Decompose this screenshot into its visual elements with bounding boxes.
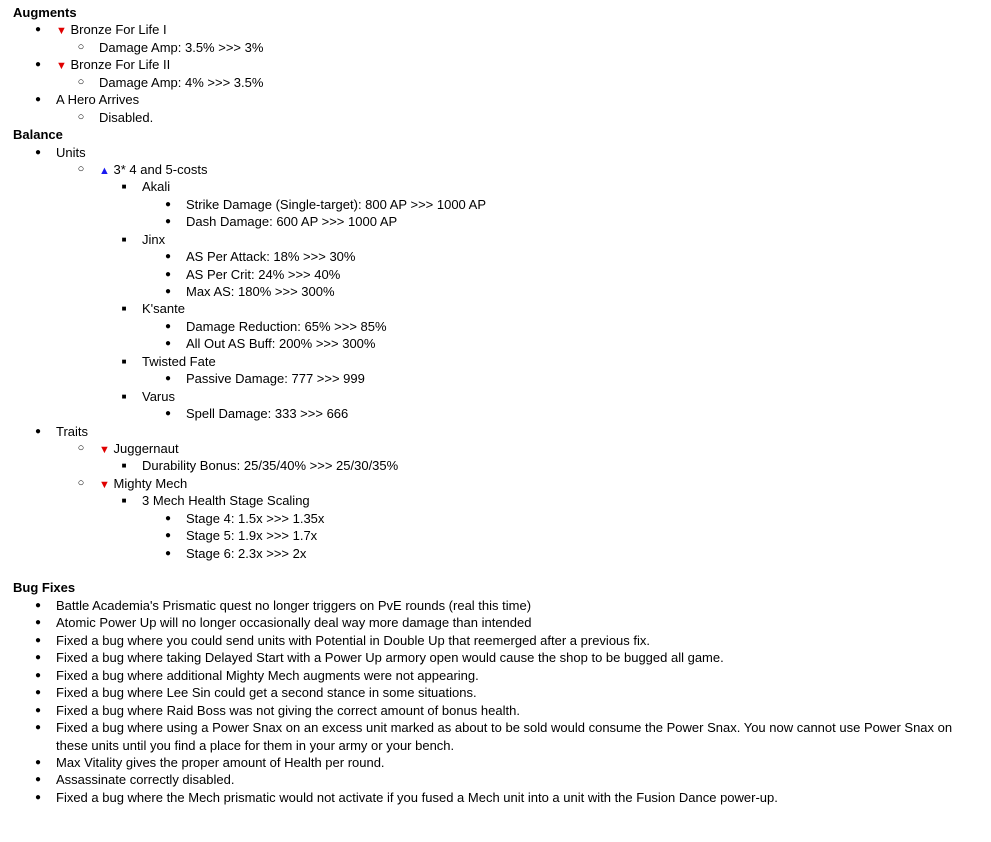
stage-scaling-item (0, 527, 991, 544)
augment-item (0, 91, 991, 108)
bullet-circle-icon: ○ (77, 162, 85, 175)
bullet-disc-icon: ● (34, 774, 42, 786)
champion-change-text: Passive Damage: 777 >>> 999 (186, 371, 365, 387)
bullet-square-icon: ■ (121, 496, 127, 506)
bullet-disc-icon: ● (34, 791, 42, 803)
augment-change-text: Damage Amp: 4% >>> 3.5% (99, 74, 264, 90)
stage-scaling-text: Stage 5: 1.9x >>> 1.7x (186, 528, 318, 544)
bug-fix-text: Fixed a bug where Raid Boss was not giving the correct amount of bonus health. (56, 702, 520, 718)
champion-change-text: AS Per Crit: 24% >>> 40% (186, 266, 341, 282)
bullet-square-icon: ■ (121, 182, 127, 192)
up-arrow-icon: ▲ (99, 164, 110, 177)
champion-change (0, 266, 991, 283)
bug-fixes-heading: Bug Fixes (13, 580, 76, 596)
bug-fix-item (0, 667, 991, 684)
stage-scaling-item (0, 510, 991, 527)
stage-scaling-text: Stage 6: 2.3x >>> 2x (186, 545, 307, 561)
champion-item (0, 231, 991, 248)
augment-name: A Hero Arrives (56, 92, 140, 108)
augment-item (0, 56, 991, 73)
bullet-disc-icon: ● (34, 146, 42, 158)
champion-item (0, 388, 991, 405)
augments-heading: Augments (13, 5, 77, 20)
augment-name: Bronze For Life I (70, 22, 167, 38)
augment-change-text: Disabled. (99, 109, 154, 125)
traits-label: Traits (56, 423, 89, 439)
bug-fix-text: Max Vitality gives the proper amount of Health per round. (56, 754, 385, 770)
bullet-disc-icon: ● (164, 373, 172, 385)
bullet-disc-icon: ● (34, 669, 42, 681)
bullet-disc-icon: ● (164, 216, 172, 228)
stage-scaling-item (0, 545, 991, 562)
trait-item (0, 440, 991, 457)
bullet-square-icon: ■ (121, 356, 127, 366)
bug-fix-item (0, 684, 991, 701)
augment-change (0, 109, 991, 126)
balance-heading: Balance (13, 127, 63, 143)
bullet-disc-icon: ● (164, 251, 172, 263)
bug-fix-item (0, 632, 991, 649)
champion-change-text: Strike Damage (Single-target): 800 AP >>> 1000 AP (186, 196, 487, 212)
bullet-circle-icon: ○ (77, 40, 85, 53)
bullet-square-icon: ■ (121, 234, 127, 244)
units-item (0, 144, 991, 161)
trait-change-text: Durability Bonus: 25/35/40% >>> 25/30/35% (142, 458, 399, 474)
augment-change (0, 74, 991, 91)
bullet-circle-icon: ○ (77, 441, 85, 454)
patch-notes-document (0, 4, 991, 806)
champion-change (0, 283, 991, 300)
spacer (0, 562, 991, 579)
bullet-disc-icon: ● (34, 756, 42, 768)
trait-change (0, 492, 991, 509)
bullet-disc-icon: ● (164, 268, 172, 280)
bullet-disc-icon: ● (164, 408, 172, 420)
bug-fix-text: Fixed a bug where Lee Sin could get a second stance in some situations. (56, 685, 477, 701)
cost-group-label: 3* 4 and 5-costs (113, 161, 208, 177)
bug-fix-text: Fixed a bug where additional Mighty Mech augments were not appearing. (56, 667, 479, 683)
traits-item (0, 423, 991, 440)
champion-change-text: Damage Reduction: 65% >>> 85% (186, 318, 387, 334)
bullet-disc-icon: ● (34, 634, 42, 646)
trait-item (0, 475, 991, 492)
bullet-disc-icon: ● (164, 530, 172, 542)
bullet-disc-icon: ● (34, 617, 42, 629)
champion-change-text: All Out AS Buff: 200% >>> 300% (186, 336, 376, 352)
bullet-square-icon: ■ (121, 391, 127, 401)
bullet-square-icon: ■ (121, 461, 127, 471)
trait-name: Juggernaut (113, 440, 179, 456)
champion-change (0, 370, 991, 387)
champion-change (0, 213, 991, 230)
down-arrow-icon: ▼ (99, 443, 110, 456)
trait-name: Mighty Mech (113, 475, 188, 491)
bullet-circle-icon: ○ (77, 75, 85, 88)
champion-change (0, 405, 991, 422)
bug-fix-item (0, 649, 991, 666)
bug-fix-text: Fixed a bug where you could send units with Potential in Double Up that reemerged after a previous fix. (56, 632, 651, 648)
augment-change-text: Damage Amp: 3.5% >>> 3% (99, 39, 264, 55)
bug-fix-item (0, 719, 991, 754)
bug-fix-item (0, 614, 991, 631)
bug-fix-item (0, 597, 991, 614)
bullet-disc-icon: ● (164, 512, 172, 524)
champion-change-text: Spell Damage: 333 >>> 666 (186, 406, 349, 422)
units-label: Units (56, 144, 86, 160)
bullet-square-icon: ■ (121, 304, 127, 314)
bullet-disc-icon: ● (164, 338, 172, 350)
champion-item (0, 300, 991, 317)
bullet-disc-icon: ● (34, 704, 42, 716)
bullet-disc-icon: ● (164, 320, 172, 332)
trait-change (0, 457, 991, 474)
bug-fix-text: Fixed a bug where taking Delayed Start with a Power Up armory open would cause the shop to be bugged all game. (56, 650, 724, 666)
champion-change (0, 335, 991, 352)
bug-fix-text: Battle Academia's Prismatic quest no longer triggers on PvE rounds (real this time) (56, 597, 532, 613)
bug-fix-text: Atomic Power Up will no longer occasionally deal way more damage than intended (56, 615, 532, 631)
bug-fix-item (0, 754, 991, 771)
bug-fix-item (0, 789, 991, 806)
champion-change (0, 248, 991, 265)
trait-change-text: 3 Mech Health Stage Scaling (142, 493, 310, 509)
champion-name: Varus (142, 388, 175, 404)
champion-change-text: AS Per Attack: 18% >>> 30% (186, 249, 356, 265)
champion-name: Akali (142, 179, 171, 195)
champion-change (0, 318, 991, 335)
champion-name: Twisted Fate (142, 353, 216, 369)
bug-fix-text: Fixed a bug where using a Power Snax on an excess unit marked as about to be sold would consume the Power Snax. You now cannot use Power Snax on these units until you find a place for them in your army or your bench. (56, 720, 953, 753)
bug-fix-text: Fixed a bug where the Mech prismatic would not activate if you fused a Mech unit into a unit with the Fusion Dance power-up. (56, 789, 778, 805)
bug-fix-item (0, 702, 991, 719)
down-arrow-icon: ▼ (99, 478, 110, 491)
bullet-disc-icon: ● (34, 599, 42, 611)
champion-item (0, 353, 991, 370)
bullet-disc-icon: ● (164, 198, 172, 210)
stage-scaling-text: Stage 4: 1.5x >>> 1.35x (186, 510, 325, 526)
augment-item (0, 21, 991, 38)
bullet-disc-icon: ● (34, 687, 42, 699)
bullet-disc-icon: ● (34, 425, 42, 437)
champion-change (0, 196, 991, 213)
augment-change (0, 39, 991, 56)
bullet-circle-icon: ○ (77, 110, 85, 123)
bullet-disc-icon: ● (34, 24, 42, 36)
champion-name: Jinx (142, 231, 166, 247)
bullet-disc-icon: ● (164, 286, 172, 297)
bullet-circle-icon: ○ (77, 476, 85, 489)
bullet-disc-icon: ● (34, 652, 42, 664)
bug-fix-item (0, 771, 991, 788)
champion-name: K'sante (142, 301, 185, 317)
augment-name: Bronze For Life II (70, 57, 171, 73)
bullet-disc-icon: ● (34, 59, 42, 71)
down-arrow-icon: ▼ (56, 60, 67, 73)
bug-fix-text: Assassinate correctly disabled. (56, 772, 235, 788)
champion-item (0, 178, 991, 195)
cost-group-item (0, 161, 991, 178)
champion-change-text: Dash Damage: 600 AP >>> 1000 AP (186, 214, 398, 230)
bullet-disc-icon: ● (34, 94, 42, 106)
champion-change-text: Max AS: 180% >>> 300% (186, 284, 335, 299)
down-arrow-icon: ▼ (56, 25, 67, 38)
bullet-disc-icon: ● (164, 547, 172, 559)
bullet-disc-icon: ● (34, 722, 42, 734)
